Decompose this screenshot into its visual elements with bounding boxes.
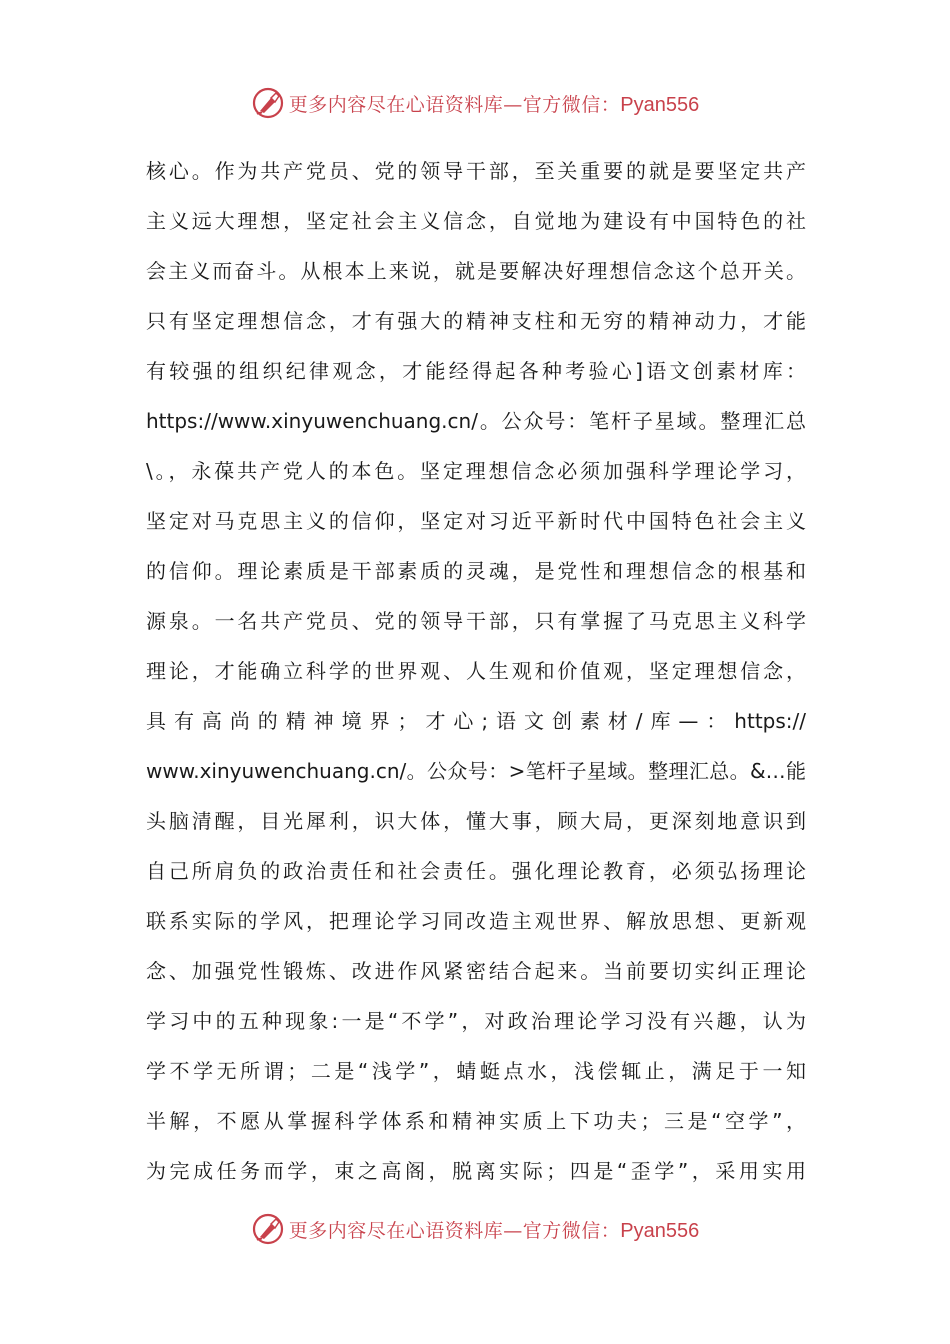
body-line: 自己所肩负的政治责任和社会责任。强化理论教育，必须弘扬理论 — [146, 859, 806, 883]
body-line: 有较强的组织纪律观念，才能经得起各种考验心]语文创素材库： — [146, 359, 806, 383]
body-line: 学不学无所谓；二是“浅学”，蜻蜓点水，浅偿辄止，满足于一知 — [146, 1059, 806, 1083]
body-line: 半解，不愿从掌握科学体系和精神实质上下功夫；三是“空学”， — [146, 1109, 806, 1133]
body-line: 念、加强党性锻炼、改进作风紧密结合起来。当前要切实纠正理论 — [146, 959, 806, 983]
header-banner-label: 更多内容尽在心语资料库—官方微信： — [288, 93, 621, 116]
document-body — [146, 146, 806, 1196]
body-line: 主义远大理想，坚定社会主义信念，自觉地为建设有中国特色的社 — [146, 209, 806, 233]
body-line: 具有高尚的精神境界；才心;语文创素材/库—：https:// — [146, 709, 806, 733]
footer-wechat-id: Pyan556 — [620, 1219, 700, 1242]
footer-banner-text — [289, 1216, 699, 1243]
body-line: www.xinyuwenchuang.cn/。公众号：>笔杆子星域。整理汇总。&…能 — [146, 759, 806, 783]
body-line: 理论，才能确立科学的世界观、人生观和价值观，坚定理想信念， — [146, 659, 806, 683]
body-line: https://www.xinyuwenchuang.cn/。公众号：笔杆子星域。整理汇总 — [146, 409, 806, 433]
body-line: 为完成任务而学，束之高阁，脱离实际；四是“歪学”，采用实用 — [146, 1159, 806, 1183]
body-line: \。，永葆共产党人的本色。坚定理想信念必须加强科学理论学习， — [146, 459, 806, 483]
body-line: 头脑清醒，目光犀利，识大体，懂大事，顾大局，更深刻地意识到 — [146, 809, 806, 833]
header-wechat-id: Pyan556 — [620, 93, 700, 116]
body-line: 的信仰。理论素质是干部素质的灵魂，是党性和理想信念的根基和 — [146, 559, 806, 583]
header-banner — [0, 83, 950, 123]
pen-nib-logo-icon — [251, 1212, 285, 1246]
body-line: 只有坚定理想信念，才有强大的精神支柱和无穷的精神动力，才能 — [146, 309, 806, 333]
body-line: 联系实际的学风，把理论学习同改造主观世界、解放思想、更新观 — [146, 909, 806, 933]
footer-banner — [0, 1209, 950, 1249]
pen-nib-logo-icon — [251, 86, 285, 120]
header-banner-text — [289, 90, 699, 117]
body-line: 会主义而奋斗。从根本上来说，就是要解决好理想信念这个总开关。 — [146, 259, 806, 283]
body-line: 学习中的五种现象:一是“不学”，对政治理论学习没有兴趣，认为 — [146, 1009, 806, 1033]
body-line: 源泉。一名共产党员、党的领导干部，只有掌握了马克思主义科学 — [146, 609, 806, 633]
footer-banner-label: 更多内容尽在心语资料库—官方微信： — [288, 1219, 621, 1242]
body-line: 核心。作为共产党员、党的领导干部，至关重要的就是要坚定共产 — [146, 159, 806, 183]
body-line: 坚定对马克思主义的信仰，坚定对习近平新时代中国特色社会主义 — [146, 509, 806, 533]
